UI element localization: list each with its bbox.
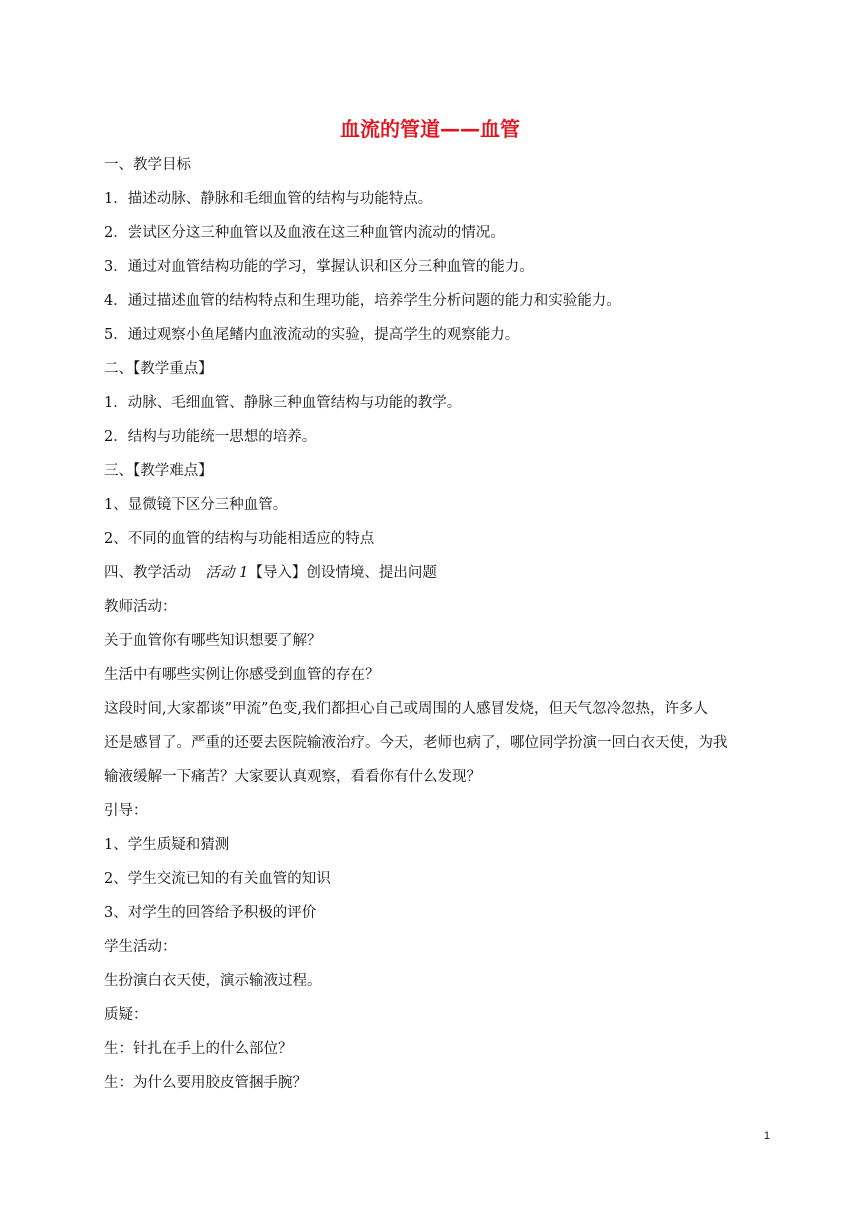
section-heading-difficulties: 三、【教学难点】 [104,463,213,479]
activity-title: 【导入】创设情境、提出问题 [248,565,437,581]
activity-number: 活动 1 [205,565,249,581]
guidance-item: 1、学生质疑和猜测 [104,837,230,853]
guidance-item: 3、对学生的回答给予积极的评价 [104,905,317,921]
paragraph-line: 还是感冒了。严重的还要去医院输液治疗。今天，老师也病了，哪位同学扮演一回白衣天使，为我 [104,735,728,751]
difficulty-item: 2、不同的血管的结构与功能相适应的特点 [104,531,375,547]
page-number: 1 [763,1130,770,1142]
paragraph-line: 关于血管你有哪些知识想要了解？ [104,633,322,649]
activity-heading-text: 四、教学活动 [104,565,206,581]
section-heading-objectives: 一、教学目标 [104,157,191,173]
key-point-item: 2．结构与功能统一思想的培养。 [104,429,317,445]
guidance-item: 2、学生交流已知的有关血管的知识 [104,871,331,887]
difficulty-item: 1、显微镜下区分三种血管。 [104,497,288,513]
question-item: 生：为什么要用胶皮管捆手腕？ [104,1075,307,1091]
teacher-activity-label: 教师活动： [104,599,177,615]
paragraph-line: 生扮演白衣天使，演示输液过程。 [104,973,322,989]
objective-item: 5．通过观察小鱼尾鳍内血液流动的实验，提高学生的观察能力。 [104,327,520,343]
paragraph-line: 输液缓解一下痛苦？大家要认真观察，看看你有什么发现？ [104,769,481,785]
guidance-label: 引导： [104,803,148,819]
paragraph-line: 生活中有哪些实例让你感受到血管的存在？ [104,667,380,683]
question-item: 生：针扎在手上的什么部位？ [104,1041,293,1057]
question-label: 质疑： [104,1007,148,1023]
objective-item: 1．描述动脉、静脉和毛细血管的结构与功能特点。 [104,191,433,207]
objective-item: 4．通过描述血管的结构特点和生理功能，培养学生分析问题的能力和实验能力。 [104,293,621,309]
document-title: 血流的管道——血管 [340,117,520,141]
objective-item: 2．尝试区分这三种血管以及血液在这三种血管内流动的情况。 [104,225,505,241]
section-heading-activities [104,563,764,583]
section-heading-key-points: 二、【教学重点】 [104,361,213,377]
objective-item: 3．通过对血管结构功能的学习，掌握认识和区分三种血管的能力。 [104,259,534,275]
student-activity-label: 学生活动： [104,939,177,955]
key-point-item: 1．动脉、毛细血管、静脉三种血管结构与功能的教学。 [104,395,462,411]
paragraph-line: 这段时间,大家都谈”甲流”色变,我们都担心自己或周围的人感冒发烧，但天气忽冷忽热，许多人 [104,701,709,717]
